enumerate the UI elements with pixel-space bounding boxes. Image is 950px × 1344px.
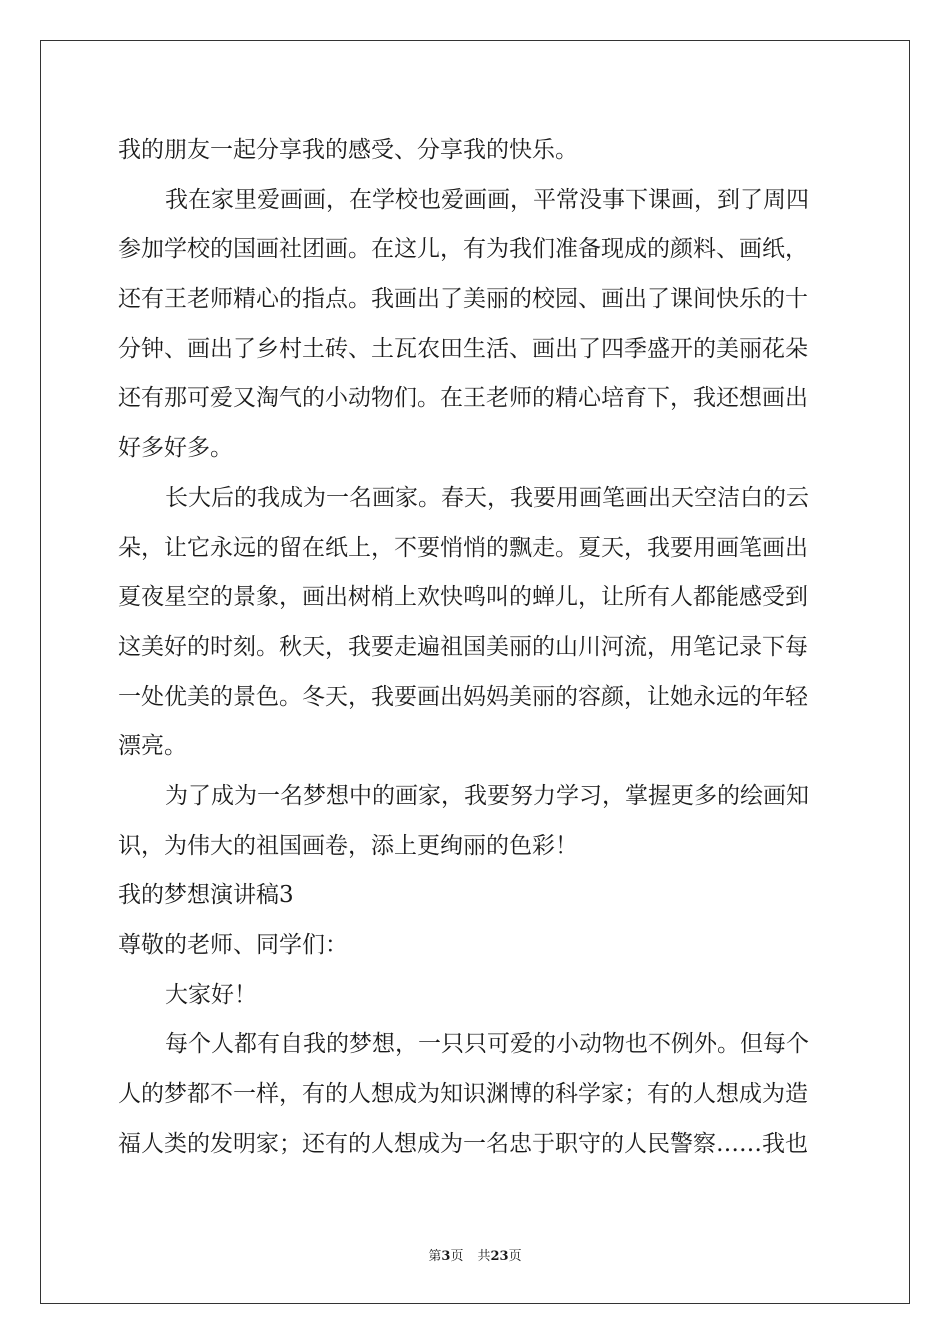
text-line: 还有那可爱又淘气的小动物们。在王老师的精心培育下，我还想画出 [118, 385, 808, 412]
paragraph-start-line: 每个人都有自我的梦想，一只只可爱的小动物也不例外。但每个 [165, 1031, 809, 1058]
total-prefix: 共 [477, 1249, 491, 1264]
document-body [118, 126, 833, 1169]
text-line: 这美好的时刻。秋天，我要走遍祖国美丽的山川河流，用笔记录下每 [118, 633, 808, 660]
page-footer [0, 1249, 950, 1265]
greeting: 大家好！ [165, 981, 257, 1008]
page-prefix: 第 [428, 1249, 442, 1264]
page-suffix: 页 [450, 1249, 464, 1264]
page-number: 3 [441, 1249, 451, 1264]
section-heading: 我的梦想演讲稿3 [118, 882, 294, 909]
text-line: 人的梦都不一样，有的人想成为知识渊博的科学家；有的人想成为造 [118, 1081, 808, 1108]
text-line: 分钟、画出了乡村土砖、土瓦农田生活、画出了四季盛开的美丽花朵 [118, 335, 808, 362]
total-pages: 23 [490, 1249, 509, 1264]
total-suffix: 页 [508, 1249, 522, 1264]
text-line: 参加学校的国画社团画。在这儿，有为我们准备现成的颜料、画纸， [118, 236, 808, 263]
text-line: 识，为伟大的祖国画卷，添上更绚丽的色彩！ [118, 832, 578, 859]
text-line: 好多好多。 [118, 435, 233, 462]
text-line: 朵，让它永远的留在纸上，不要悄悄的飘走。夏天，我要用画笔画出 [118, 534, 808, 561]
text-line: 夏夜星空的景象，画出树梢上欢快鸣叫的蝉儿，让所有人都能感受到 [118, 584, 808, 611]
text-line: 还有王老师精心的指点。我画出了美丽的校园、画出了课间快乐的十 [118, 286, 808, 313]
paragraph-start-line: 为了成为一名梦想中的画家，我要努力学习，掌握更多的绘画知 [165, 782, 809, 809]
paragraph-start-line: 我在家里爱画画，在学校也爱画画，平常没事下课画，到了周四 [165, 186, 809, 213]
salutation: 尊敬的老师、同学们： [118, 932, 348, 958]
text-line: 我的朋友一起分享我的感受、分享我的快乐。 [118, 137, 578, 163]
text-line: 一处优美的景色。冬天，我要画出妈妈美丽的容颜，让她永远的年轻 [118, 683, 808, 710]
text-line: 漂亮。 [118, 733, 187, 760]
text-line: 福人类的发明家；还有的人想成为一名忠于职守的人民警察……我也 [118, 1130, 808, 1157]
paragraph-start-line: 长大后的我成为一名画家。春天，我要用画笔画出天空洁白的云 [165, 484, 809, 511]
